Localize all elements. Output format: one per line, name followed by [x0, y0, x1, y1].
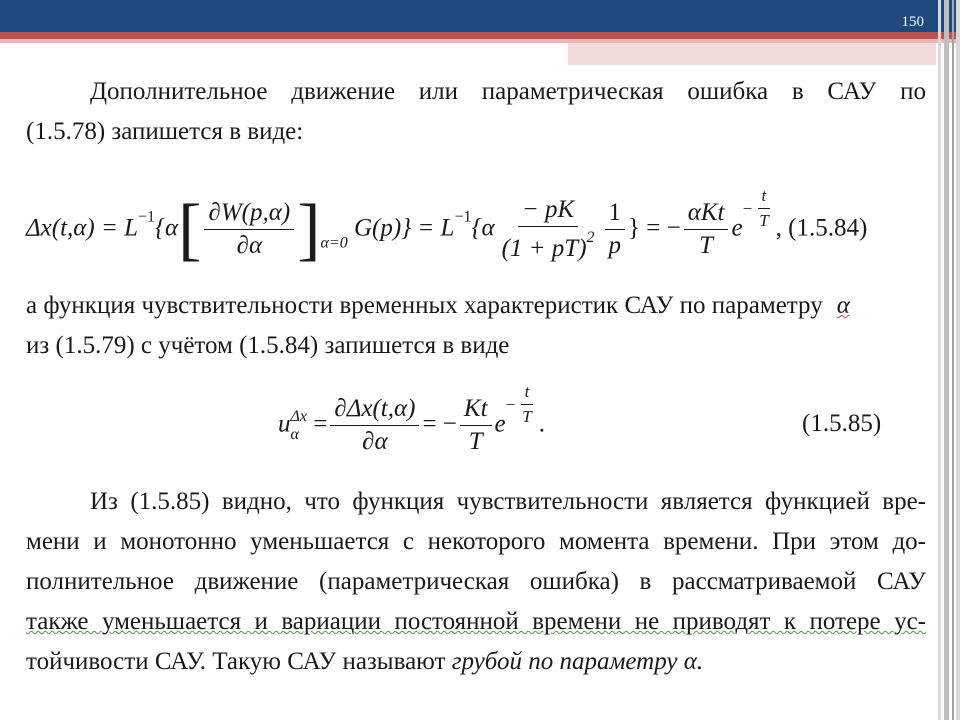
- paragraph-conclusion-line4: также уменьшается и вариации постоянной времени не приводят к потере ус-: [26, 608, 926, 635]
- paragraph-conclusion-line1: Из (1.5.85) видно, что функция чувствительности является функцией вре-: [90, 488, 926, 515]
- header-band: [0, 0, 960, 32]
- right-edge-bars: [936, 0, 960, 720]
- paragraph-intro-line1: Дополнительное движение или параметрическая ошибка в САУ по: [90, 78, 926, 105]
- fraction-alphaKt-over-T: $\frac{\text{αKt}}{T}$: [684, 199, 729, 260]
- equation-1-5-85: u Δx α = $\frac{\partial\Delta x(t,\alpha)}{\partial\alpha}$ = − $\frac{Kt}{T}$ e − $\frac{t}{T}$ . (1.5.85): [278, 382, 882, 456]
- exponent-t-over-T: − $\frac{t}{T}$: [742, 186, 769, 230]
- header-pink-block: [568, 43, 936, 65]
- page-number: 150: [901, 14, 924, 30]
- paragraph-sensitivity-line1: а функция чувствительности временных характеристик САУ по параметру: [26, 292, 823, 319]
- header-red-stripe: [0, 32, 960, 39]
- paragraph-conclusion-line2: мени и монотонно уменьшается с некоторого момента времени. При этом до-: [26, 528, 926, 555]
- fraction-dDeltax-dalpha: $\frac{\partial\Delta x(t,\alpha)}{\partial\alpha}$: [330, 395, 419, 456]
- equation-tag-1-5-85: (1.5.85): [802, 410, 882, 437]
- paragraph-intro: [26, 72, 926, 152]
- paragraph-conclusion-line3: полнительное движение (параметрическая ошибка) в рассматриваемой САУ: [26, 568, 926, 595]
- fraction-pK: $\frac{- pK}{(1 + pT)^2}$: [501, 196, 595, 263]
- rough-by-parameter-term: грубой по параметру α.: [451, 648, 704, 675]
- fraction-dW-dalpha: $\frac{\partial W(p,\alpha)}{\partial\alpha}$: [204, 199, 294, 260]
- paragraph-conclusion-line5: тойчивости САУ. Такую САУ называют: [26, 648, 452, 675]
- paragraph-sensitivity: [26, 286, 926, 366]
- exponent-t-over-T-2: − $\frac{t}{T}$: [505, 382, 532, 426]
- fraction-one-over-p: $\frac{1}{p}$: [605, 199, 626, 260]
- paragraph-conclusion: [26, 482, 926, 682]
- equation-1-5-84: $\Delta x(t,\alpha) = L^{-1}\{\alpha$[ $\frac{\partial W(p,\alpha)}{\partial\alpha}$ ]$_{\alpha=0}$ $G(p)\} = L^{-1}\{\alpha$ $\frac{- pK}{(1 + pT)^2}$ $\frac{1}{p}$ } = − $\frac{\text{αKt}}{T}$ e − $\frac{t}{T}$ , (1.5.84): [26, 186, 868, 268]
- fraction-Kt-over-T: $\frac{Kt}{T}$: [460, 395, 492, 456]
- alpha-symbol: α: [836, 292, 850, 319]
- paragraph-intro-line2: (1.5.78) запишется в виде:: [26, 118, 304, 145]
- paragraph-sensitivity-line2: из (1.5.79) с учётом (1.5.84) запишется в виде: [26, 332, 510, 359]
